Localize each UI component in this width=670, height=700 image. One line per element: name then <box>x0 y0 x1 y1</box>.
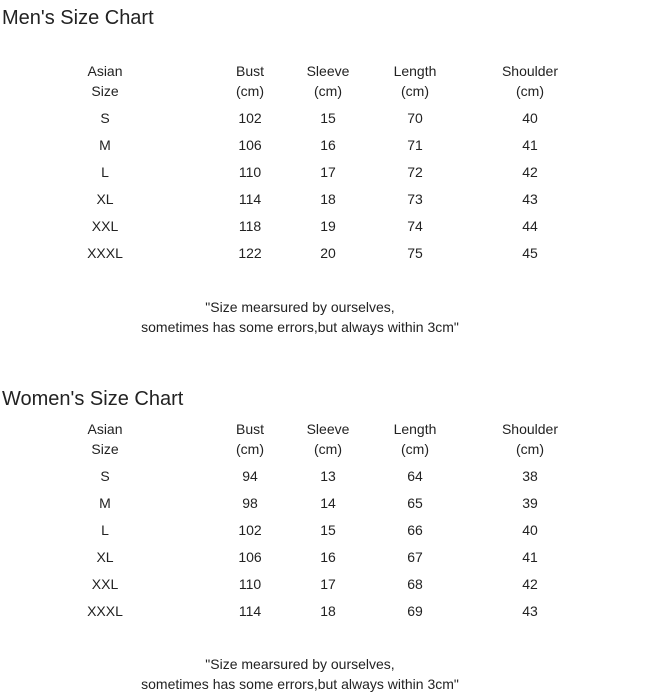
table-cell: 94 <box>242 468 258 484</box>
table-cell: 20 <box>320 245 336 261</box>
table-cell: 64 <box>407 468 423 484</box>
header-shoulder: Shoulder (cm) <box>501 63 559 99</box>
table-cell: 106 <box>238 137 262 153</box>
header-asian-size: Asian Size <box>87 421 123 457</box>
table-cell: M <box>99 137 111 153</box>
table-row <box>0 162 670 182</box>
table-cell: 68 <box>407 576 423 592</box>
table-cell: 13 <box>320 468 336 484</box>
table-row <box>0 574 670 594</box>
header-length: Length (cm) <box>393 421 437 457</box>
header-bust: Bust (cm) <box>235 421 264 457</box>
table-cell: 42 <box>522 576 538 592</box>
table-cell: XXXL <box>87 603 123 619</box>
table-cell: 122 <box>238 245 262 261</box>
header-asian-size: Asian Size <box>87 63 123 99</box>
table-cell: 71 <box>407 137 423 153</box>
table-cell: XL <box>96 549 114 565</box>
table-row <box>0 108 670 128</box>
table-row <box>0 189 670 209</box>
table-cell: 18 <box>320 603 336 619</box>
men-table-header <box>0 61 670 101</box>
table-cell: 39 <box>522 495 538 511</box>
table-cell: 40 <box>522 522 538 538</box>
table-cell: 41 <box>522 137 538 153</box>
table-cell: 15 <box>320 110 336 126</box>
table-cell: 38 <box>522 468 538 484</box>
table-row <box>0 243 670 263</box>
table-cell: 102 <box>238 110 262 126</box>
table-cell: 70 <box>407 110 423 126</box>
table-cell: 114 <box>238 191 262 207</box>
table-cell: XXXL <box>87 245 123 261</box>
table-cell: XL <box>96 191 114 207</box>
table-cell: M <box>99 495 111 511</box>
table-cell: 45 <box>522 245 538 261</box>
table-cell: 43 <box>522 191 538 207</box>
table-cell: S <box>100 110 110 126</box>
table-cell: S <box>100 468 110 484</box>
table-row <box>0 520 670 540</box>
table-row <box>0 601 670 621</box>
table-cell: 102 <box>238 522 262 538</box>
table-cell: 73 <box>407 191 423 207</box>
table-cell: 14 <box>320 495 336 511</box>
table-cell: 72 <box>407 164 423 180</box>
header-sleeve: Sleeve (cm) <box>306 421 350 457</box>
women-table-header <box>0 419 670 459</box>
table-cell: 44 <box>522 218 538 234</box>
table-cell: 15 <box>320 522 336 538</box>
table-cell: 16 <box>320 137 336 153</box>
table-cell: 98 <box>242 495 258 511</box>
table-row <box>0 493 670 513</box>
table-cell: 66 <box>407 522 423 538</box>
header-length: Length (cm) <box>393 63 437 99</box>
table-cell: 110 <box>238 576 262 592</box>
table-cell: 18 <box>320 191 336 207</box>
header-sleeve: Sleeve (cm) <box>306 63 350 99</box>
table-cell: 41 <box>522 549 538 565</box>
table-cell: 43 <box>522 603 538 619</box>
table-cell: 19 <box>320 218 336 234</box>
table-cell: 75 <box>407 245 423 261</box>
table-cell: 16 <box>320 549 336 565</box>
table-cell: 67 <box>407 549 423 565</box>
table-cell: 65 <box>407 495 423 511</box>
table-cell: 17 <box>320 164 336 180</box>
table-cell: 106 <box>238 549 262 565</box>
table-row <box>0 216 670 236</box>
table-cell: L <box>101 164 109 180</box>
table-cell: 114 <box>238 603 262 619</box>
table-cell: 118 <box>238 218 262 234</box>
table-row <box>0 547 670 567</box>
table-row <box>0 135 670 155</box>
men-measurement-note: "Size mearsured by ourselves, sometimes has some errors,but always within 3cm" <box>141 299 459 335</box>
women-measurement-note: "Size mearsured by ourselves, sometimes has some errors,but always within 3cm" <box>141 656 459 692</box>
table-cell: 40 <box>522 110 538 126</box>
table-cell: 42 <box>522 164 538 180</box>
men-chart-title: Men's Size Chart <box>2 7 154 29</box>
table-cell: 69 <box>407 603 423 619</box>
table-cell: 17 <box>320 576 336 592</box>
women-chart-title: Women's Size Chart <box>2 388 184 410</box>
header-shoulder: Shoulder (cm) <box>501 421 559 457</box>
table-cell: XXL <box>91 576 119 592</box>
table-cell: L <box>101 522 109 538</box>
table-row <box>0 466 670 486</box>
table-cell: 74 <box>407 218 423 234</box>
table-cell: XXL <box>91 218 119 234</box>
header-bust: Bust (cm) <box>235 63 264 99</box>
table-cell: 110 <box>238 164 262 180</box>
